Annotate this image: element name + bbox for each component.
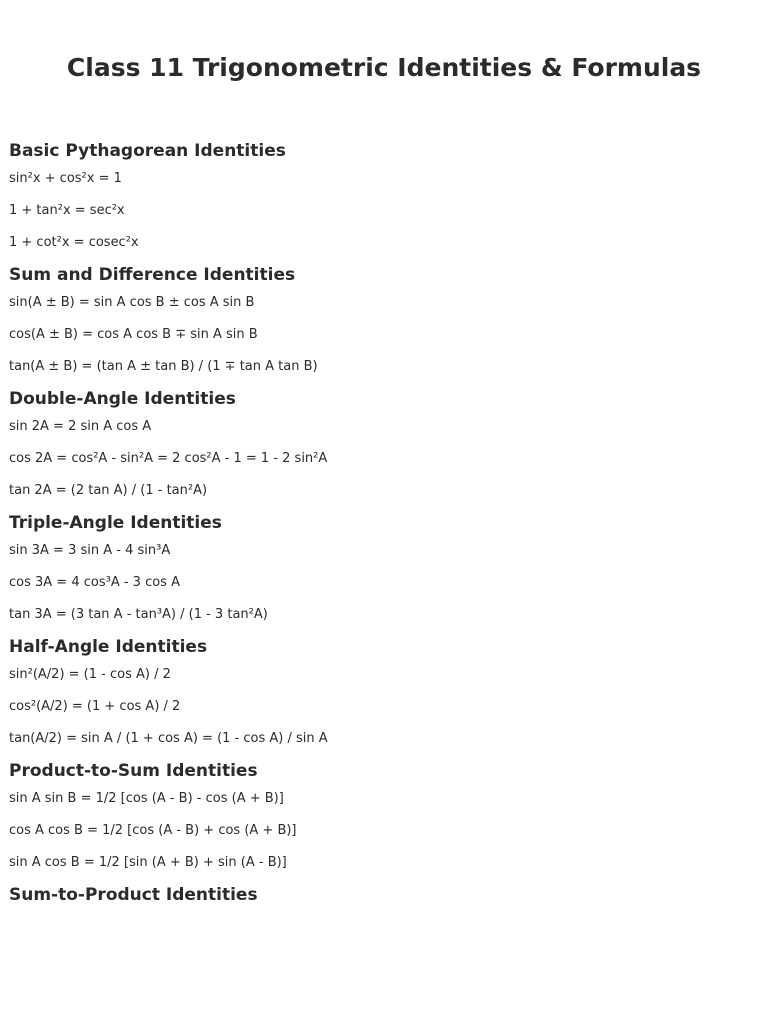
section-heading: Basic Pythagorean Identities	[9, 141, 286, 161]
section-triple-angle	[9, 512, 759, 624]
section-basic-pythagorean	[9, 140, 759, 252]
formula-item: 1 + tan²x = sec²x	[9, 203, 125, 218]
formula-list	[9, 542, 759, 624]
formula-item: tan(A ± B) = (tan A ± tan B) / (1 ∓ tan A tan B)	[9, 359, 318, 374]
formula-list	[9, 294, 759, 376]
document-body	[9, 140, 759, 909]
formula-list	[9, 790, 759, 872]
formula-item: cos 3A = 4 cos³A - 3 cos A	[9, 575, 180, 590]
section-half-angle	[9, 636, 759, 748]
formula-item: sin²x + cos²x = 1	[9, 171, 122, 186]
formula-list	[9, 418, 759, 500]
section-heading: Double-Angle Identities	[9, 389, 236, 409]
formula-item: 1 + cot²x = cosec²x	[9, 235, 139, 250]
section-heading: Sum and Difference Identities	[9, 265, 296, 285]
section-double-angle	[9, 388, 759, 500]
page-title: Class 11 Trigonometric Identities & Formulas	[66, 53, 702, 82]
formula-item: sin A cos B = 1/2 [sin (A + B) + sin (A - B)]	[9, 855, 287, 870]
formula-item: tan 2A = (2 tan A) / (1 - tan²A)	[9, 483, 208, 498]
section-sum-to-product	[9, 884, 759, 906]
section-product-to-sum	[9, 760, 759, 872]
section-heading: Product-to-Sum Identities	[9, 761, 258, 781]
formula-item: tan(A/2) = sin A / (1 + cos A) = (1 - cos A) / sin A	[9, 731, 328, 746]
formula-item: sin A sin B = 1/2 [cos (A - B) - cos (A + B)]	[9, 791, 284, 806]
formula-item: cos²(A/2) = (1 + cos A) / 2	[9, 699, 181, 714]
section-heading: Sum-to-Product Identities	[9, 885, 258, 905]
section-sum-difference	[9, 264, 759, 376]
formula-item: sin²(A/2) = (1 - cos A) / 2	[9, 667, 171, 682]
formula-item: tan 3A = (3 tan A - tan³A) / (1 - 3 tan²A)	[9, 607, 268, 622]
formula-list	[9, 666, 759, 748]
formula-list	[9, 170, 759, 252]
formula-item: sin 2A = 2 sin A cos A	[9, 419, 152, 434]
formula-item: sin 3A = 3 sin A - 4 sin³A	[9, 543, 171, 558]
section-heading: Half-Angle Identities	[9, 637, 208, 657]
formula-item: cos A cos B = 1/2 [cos (A - B) + cos (A + B)]	[9, 823, 297, 838]
formula-item: sin(A ± B) = sin A cos B ± cos A sin B	[9, 295, 255, 310]
formula-item: cos(A ± B) = cos A cos B ∓ sin A sin B	[9, 327, 258, 342]
formula-item: cos 2A = cos²A - sin²A = 2 cos²A - 1 = 1 - 2 sin²A	[9, 451, 328, 466]
section-heading: Triple-Angle Identities	[9, 513, 222, 533]
